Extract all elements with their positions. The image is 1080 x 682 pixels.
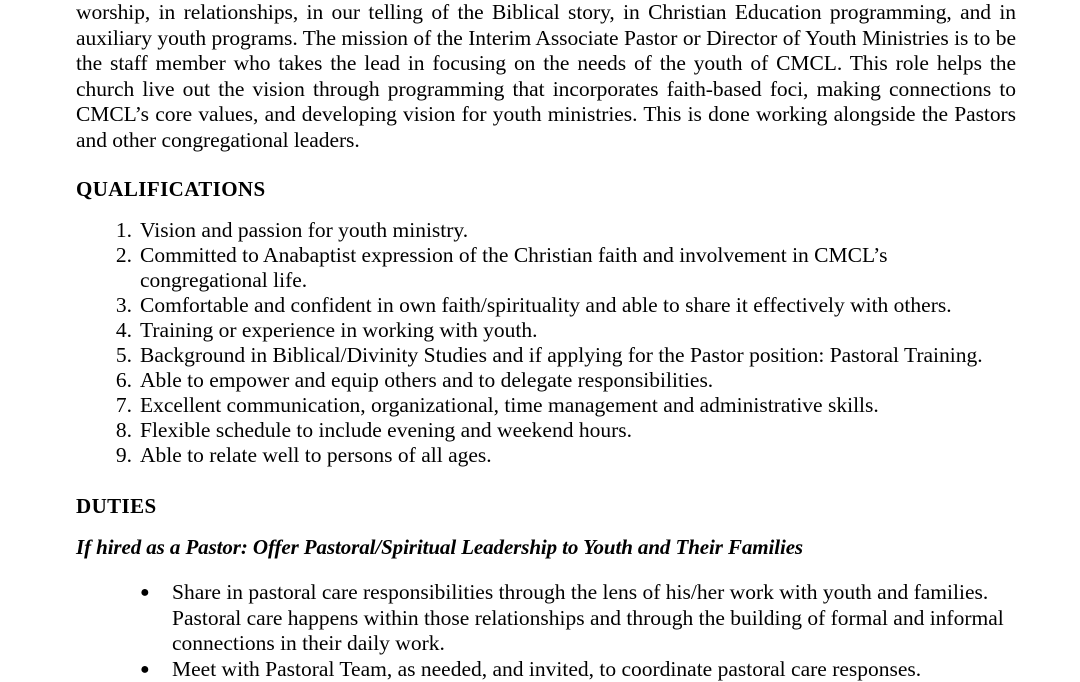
list-item — [76, 243, 1016, 293]
spacer — [76, 202, 1016, 218]
list-item — [76, 293, 1016, 318]
duties-heading: DUTIES — [76, 494, 1016, 519]
list-item-number: 9. — [106, 443, 132, 468]
list-item-number: 4. — [106, 318, 132, 343]
list-item — [76, 418, 1016, 443]
list-item-text: Able to relate well to persons of all ages. — [140, 443, 492, 467]
list-item — [76, 368, 1016, 393]
spacer — [76, 519, 1016, 535]
spacer — [76, 153, 1016, 177]
intro-paragraph: worship, in relationships, in our telling of the Biblical story, in Christian Education programming, and in auxiliary youth programs. The mission of the Interim Associate Pastor or Director of Youth Ministries is to be the staff member who takes the lead in focusing on the needs of the youth of CMCL. This role helps the church live out the vision through programming that incorporates faith-based foci, making connections to CMCL’s core values, and developing vision for youth ministries. This is done working alongside the Pastors and other congregational leaders. — [76, 0, 1016, 153]
list-item-text: Committed to Anabaptist expression of the Christian faith and involvement in CMCL’s congregational life. — [140, 243, 887, 292]
list-item — [76, 218, 1016, 243]
list-item — [76, 343, 1016, 368]
list-item-number: 7. — [106, 393, 132, 418]
duties-list — [76, 580, 1016, 667]
list-item — [76, 580, 1016, 657]
list-item-text: Training or experience in working with youth. — [140, 318, 538, 342]
spacer — [76, 468, 1016, 494]
list-item — [76, 443, 1016, 468]
qualifications-heading: QUALIFICATIONS — [76, 177, 1016, 202]
spacer — [76, 560, 1016, 580]
list-item-text: Background in Biblical/Divinity Studies and if applying for the Pastor position: Pastoral Training. — [140, 343, 983, 367]
list-item-number: 6. — [106, 368, 132, 393]
duties-subheading: If hired as a Pastor: Offer Pastoral/Spiritual Leadership to Youth and Their Families — [76, 535, 1016, 560]
list-item-number: 3. — [106, 293, 132, 318]
list-item — [76, 393, 1016, 418]
bullet-icon: ● — [140, 657, 150, 682]
list-item-text: Able to empower and equip others and to delegate responsibilities. — [140, 368, 713, 392]
list-item-text: Share in pastoral care responsibilities through the lens of his/her work with youth and families. Pastoral care happens within those relationships and through the building of formal and informal connections in their daily work. — [172, 580, 1004, 655]
list-item-text: Meet with Pastoral Team, as needed, and invited, to coordinate pastoral care responses. — [172, 657, 921, 681]
bullet-icon: ● — [140, 580, 150, 606]
list-item-number: 8. — [106, 418, 132, 443]
list-item — [76, 318, 1016, 343]
list-item-text: Comfortable and confident in own faith/spirituality and able to share it effectively with others. — [140, 293, 952, 317]
list-item — [76, 657, 1016, 667]
list-item-text: Excellent communication, organizational, time management and administrative skills. — [140, 393, 879, 417]
list-item-number: 1. — [106, 218, 132, 243]
list-item-text: Vision and passion for youth ministry. — [140, 218, 468, 242]
list-item-number: 2. — [106, 243, 132, 268]
list-item-number: 5. — [106, 343, 132, 368]
qualifications-list — [76, 218, 1016, 468]
list-item-text: Flexible schedule to include evening and weekend hours. — [140, 418, 632, 442]
